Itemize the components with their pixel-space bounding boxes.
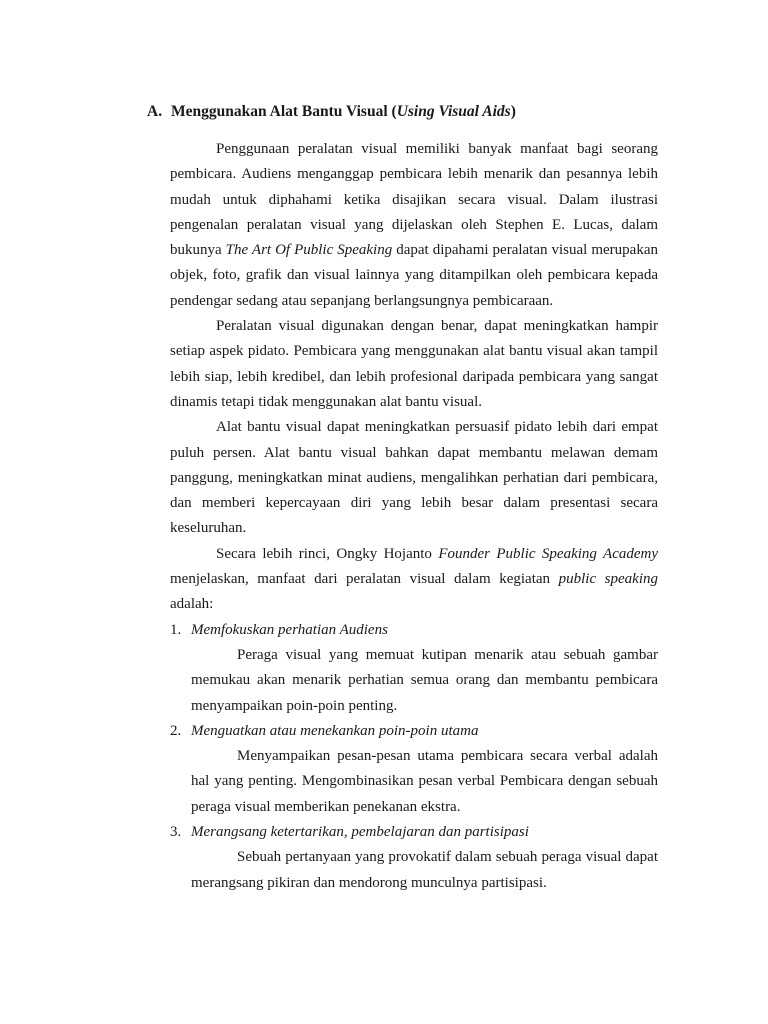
- list-item-description: Sebuah pertanyaan yang provokatif dalam sebuah peraga visual dapat merangsang pikiran dan mendorong munculnya partisipasi.: [191, 849, 658, 891]
- section-heading: [147, 101, 667, 123]
- list-item-title-text: Menguatkan atau menekankan poin-poin utama: [191, 722, 479, 739]
- paragraph-1-text-b: dapat dipahami peralatan visual merupakan objek, foto, grafik dan visual lainnya yang ditampilkan oleh pembicara kepada pendengar sedang atau sepanjang berlangsungnya pembicaraan.: [170, 242, 658, 309]
- list-item-number: 1.: [170, 621, 182, 638]
- benefits-list: [170, 618, 658, 896]
- section-letter: A.: [147, 103, 163, 120]
- paragraph-4: [170, 542, 658, 618]
- paragraph-3: Alat bantu visual dapat meningkatkan persuasif pidato lebih dari empat puluh persen. Alat bantu visual bahkan dapat membantu melawan demam panggung, meningkatkan minat audiens, mengalihkan perhatian dari pembicara, dan memberi kepercayaan diri yang lebih besar dalam presentasi secara keseluruhan.: [170, 419, 658, 537]
- founder-title: Founder Public Speaking Academy: [438, 545, 658, 562]
- list-item-title: [170, 820, 658, 845]
- list-item-title-text: Memfokuskan perhatian Audiens: [191, 621, 388, 638]
- heading-title-italic: Using Visual Aids: [396, 103, 511, 120]
- book-title: The Art Of Public Speaking: [225, 242, 393, 259]
- heading-title-main: Menggunakan Alat Bantu Visual (: [171, 103, 397, 120]
- heading-title-end: ): [510, 103, 516, 120]
- list-item-title: [170, 719, 658, 744]
- paragraph-2: Peralatan visual digunakan dengan benar, dapat meningkatkan hampir setiap aspek pidato. Pembicara yang menggunakan alat bantu visual akan tampil lebih siap, lebih kredibel, dan lebih profesional daripada pembicara yang sangat dinamis tetapi tidak menggunakan alat bantu visual.: [170, 318, 658, 410]
- list-item: [170, 820, 658, 896]
- paragraph-4-text-c: adalah:: [170, 596, 214, 613]
- document-body: [170, 137, 658, 896]
- paragraph-1-text-a: Penggunaan peralatan visual memiliki banyak manfaat bagi seorang pembicara. Audiens menganggap pembicara lebih menarik dan pesannya lebih mudah untuk diphahami ketika disajikan secara visual. Dalam ilustrasi pengenalan peralatan visual yang dijelaskan oleh Stephen E. Lucas, dalam bukunya: [170, 141, 658, 259]
- paragraph-1: [170, 137, 658, 314]
- paragraph-4-text-b: menjelaskan, manfaat dari peralatan visual dalam kegiatan: [170, 571, 559, 588]
- list-item-title-text: Merangsang ketertarikan, pembelajaran dan partisipasi: [191, 824, 529, 841]
- list-item: [170, 618, 658, 719]
- list-item-description: Peraga visual yang memuat kutipan menarik atau sebuah gambar memukau akan menarik perhatian semua orang dan membantu pembicara menyampaikan poin-poin penting.: [191, 646, 658, 714]
- list-item-number: 2.: [170, 722, 182, 739]
- list-item: [170, 719, 658, 820]
- list-item-title: [170, 618, 658, 643]
- list-item-number: 3.: [170, 824, 182, 841]
- list-item-description: Menyampaikan pesan-pesan utama pembicara secara verbal adalah hal yang penting. Mengombinasikan pesan verbal Pembicara dengan sebuah peraga visual memberikan penekanan ekstra.: [191, 748, 658, 815]
- paragraph-4-text-a: Secara lebih rinci, Ongky Hojanto: [216, 545, 439, 562]
- public-speaking-term: public speaking: [558, 571, 658, 588]
